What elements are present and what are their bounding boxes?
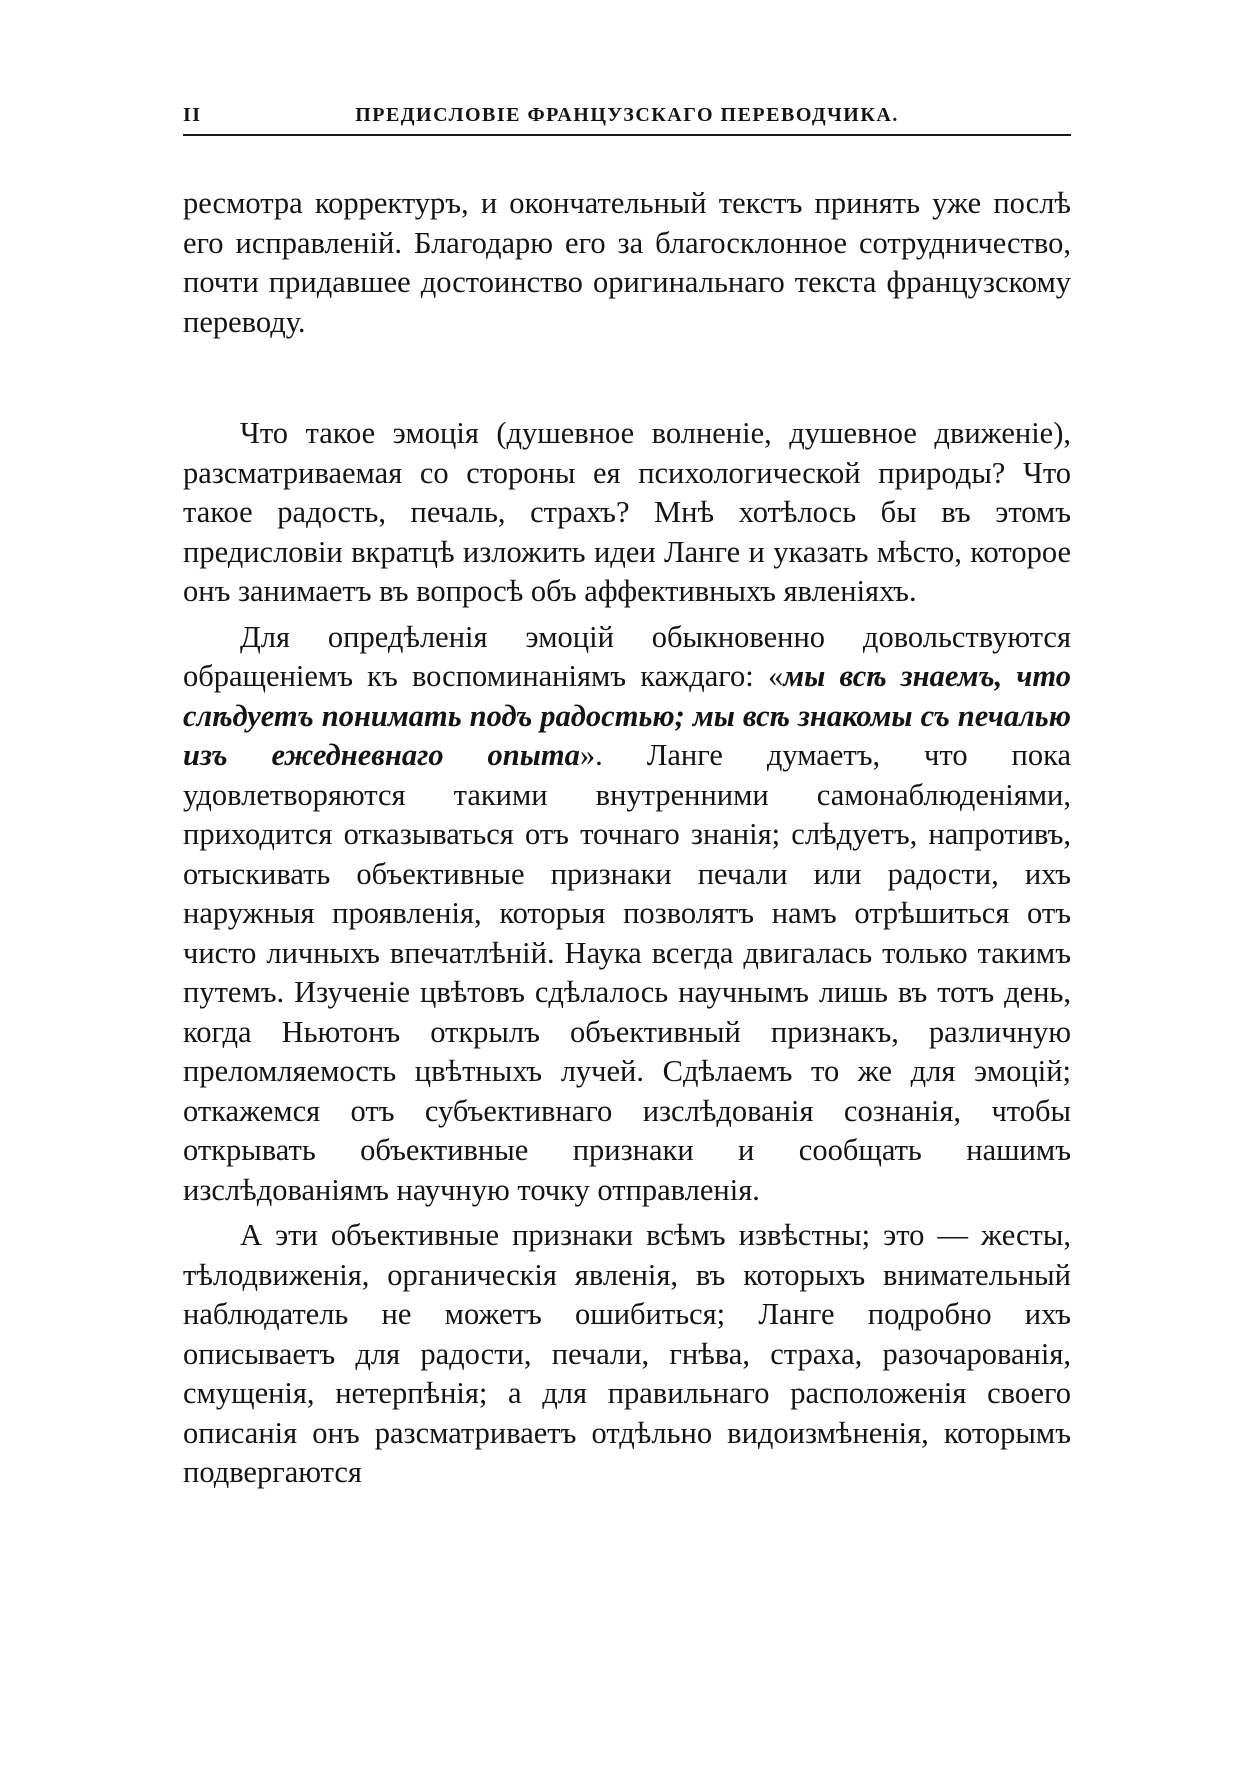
page-number: II <box>183 104 202 126</box>
paragraph-definition-end: ». Ланге думаетъ, что пока удовлетворяются такими внутренними самонаблюденіями, приходится отказываться отъ точнаго знанія; слѣдуетъ, напротивъ, отыскивать объективные признаки печали или радости, ихъ наружныя проявленія, которыя позволятъ намъ отрѣшиться отъ чисто личныхъ впечатлѣній. Наука всегда двигалась только такимъ путемъ. Изученіе цвѣтовъ сдѣлалось научнымъ лишь въ тотъ день, когда Ньютонъ открылъ объективный признакъ, различную преломляемость цвѣтныхъ лучей. Сдѣлаемъ то же для эмоцій; откажемся отъ субъективнаго изслѣдованія сознанія, чтобы открывать объективные признаки и сообщать нашимъ изслѣдованіямъ научную точку отправленія. <box>183 738 1071 1207</box>
quoted-emphasis: мы всѣ знаемъ, что слѣдуетъ понимать подъ радостью; мы всѣ знакомы съ печалью изъ ежедневнаго опыта <box>183 659 1071 772</box>
header-rule <box>183 134 1071 136</box>
paragraph-emotion-question: Что такое эмоція (душевное волненіе, душевное движеніе), разсматриваемая со стороны ея психологической природы? Что такое радость, печаль, страхъ? Мнѣ хотѣлось бы въ этомъ предисловіи вкратцѣ изложить идеи Ланге и указать мѣсто, которое онъ занимаетъ въ вопросѣ объ аффективныхъ явленіяхъ. <box>183 416 1071 608</box>
paragraph-definition-start: Для опредѣленія эмоцій обыкновенно довольствуются обращеніемъ къ воспоминаніямъ каждаго: « <box>183 619 1071 693</box>
paragraph-definition <box>183 618 1071 1211</box>
running-title: ПРЕДИСЛОВІЕ ФРАНЦУЗСКАГО ПЕРЕВОДЧИКА. <box>355 104 899 126</box>
paragraph-continued: ресмотра корректуръ, и окончательный текстъ принять уже послѣ его исправленій. Благодарю его за благосклонное сотрудничество, почти придавшее достоинство оригинальнаго текста французскому переводу. <box>183 186 1071 339</box>
paragraph-objective-signs: А эти объективные признаки всѣмъ извѣстны; это — жесты, тѣлодвиженія, органическія явленія, въ которыхъ внимательный наблюдатель не можетъ ошибиться; Ланге подробно ихъ описываетъ для радости, печали, гнѣва, страха, разочарованія, смущенія, нетерпѣнія; а для правильнаго расположенія своего описанія онъ разсматриваетъ отдѣльно видоизмѣненія, которымъ подвергаются <box>183 1218 1071 1489</box>
book-page <box>183 100 1071 1493</box>
body-text <box>183 184 1071 1493</box>
running-header <box>183 100 1071 134</box>
